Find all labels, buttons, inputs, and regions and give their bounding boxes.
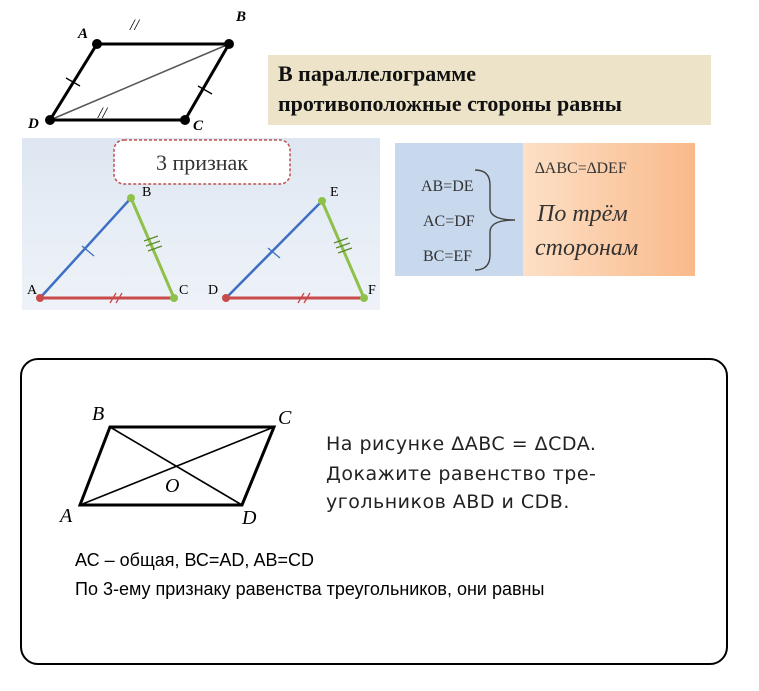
- task-text-line-2: Докажите равенство тре-: [326, 463, 597, 485]
- title-box: [268, 55, 711, 125]
- sss-congruence-panel: [395, 143, 695, 276]
- task-box: [20, 358, 728, 665]
- triangle1-vertex-b: B: [142, 185, 152, 200]
- curly-brace: [475, 170, 515, 270]
- rule-line-1: По трём: [537, 201, 628, 227]
- rule-line-2: сторонам: [535, 235, 639, 261]
- triangle2-vertex-f: F: [368, 283, 376, 298]
- triangle1-side-bc: [131, 198, 174, 298]
- task-vertex-b: B: [92, 403, 105, 425]
- title-line-1: В параллелограмме: [278, 61, 477, 86]
- triangle-congruence-statement: ∆ABC=∆DEF: [535, 160, 627, 177]
- triangle2-side-ef: [322, 201, 364, 298]
- vertex-label-d: D: [28, 116, 39, 132]
- vertex-label-c: C: [193, 118, 204, 134]
- triangle1-vertex-c: C: [179, 283, 189, 298]
- equality-ab-de: AB=DE: [421, 178, 474, 195]
- tick-mark-ab: //: [130, 17, 139, 34]
- triangle2-side-de: [226, 201, 322, 298]
- solution-line-1: АС – общая, ВС=AD, AB=CD: [75, 550, 314, 570]
- vertex-label-a: A: [78, 26, 89, 42]
- diagonal-db: [50, 44, 229, 120]
- task-vertex-c: C: [278, 407, 292, 429]
- triangle2-vertex-d: D: [208, 283, 219, 298]
- task-center-o: O: [165, 475, 180, 497]
- triangle2-vertex-e: E: [330, 185, 339, 200]
- equality-ac-df: AC=DF: [423, 213, 475, 230]
- triangle1-vertex-a: A: [27, 283, 38, 298]
- triangle1-side-ab: [40, 198, 131, 298]
- vertex-label-b: B: [236, 9, 247, 25]
- criterion-badge-label: 3 признак: [156, 150, 248, 175]
- task-text-line-3: угольников ABD и CDB.: [326, 491, 570, 513]
- parallelogram-abcd-figure: [0, 0, 265, 135]
- tick-mark-dc: //: [98, 105, 107, 122]
- task-text-line-1: На рисунке ΔABC = ΔCDA.: [326, 433, 597, 455]
- solution-line-2: По 3-ему признаку равенства треугольников, они равны: [75, 579, 545, 599]
- task-vertex-d: D: [242, 507, 257, 529]
- equality-bc-ef: BC=EF: [423, 248, 473, 265]
- third-criterion-panel: [22, 138, 380, 310]
- task-vertex-a: A: [60, 505, 73, 527]
- title-line-2: противоположные стороны равны: [278, 91, 622, 116]
